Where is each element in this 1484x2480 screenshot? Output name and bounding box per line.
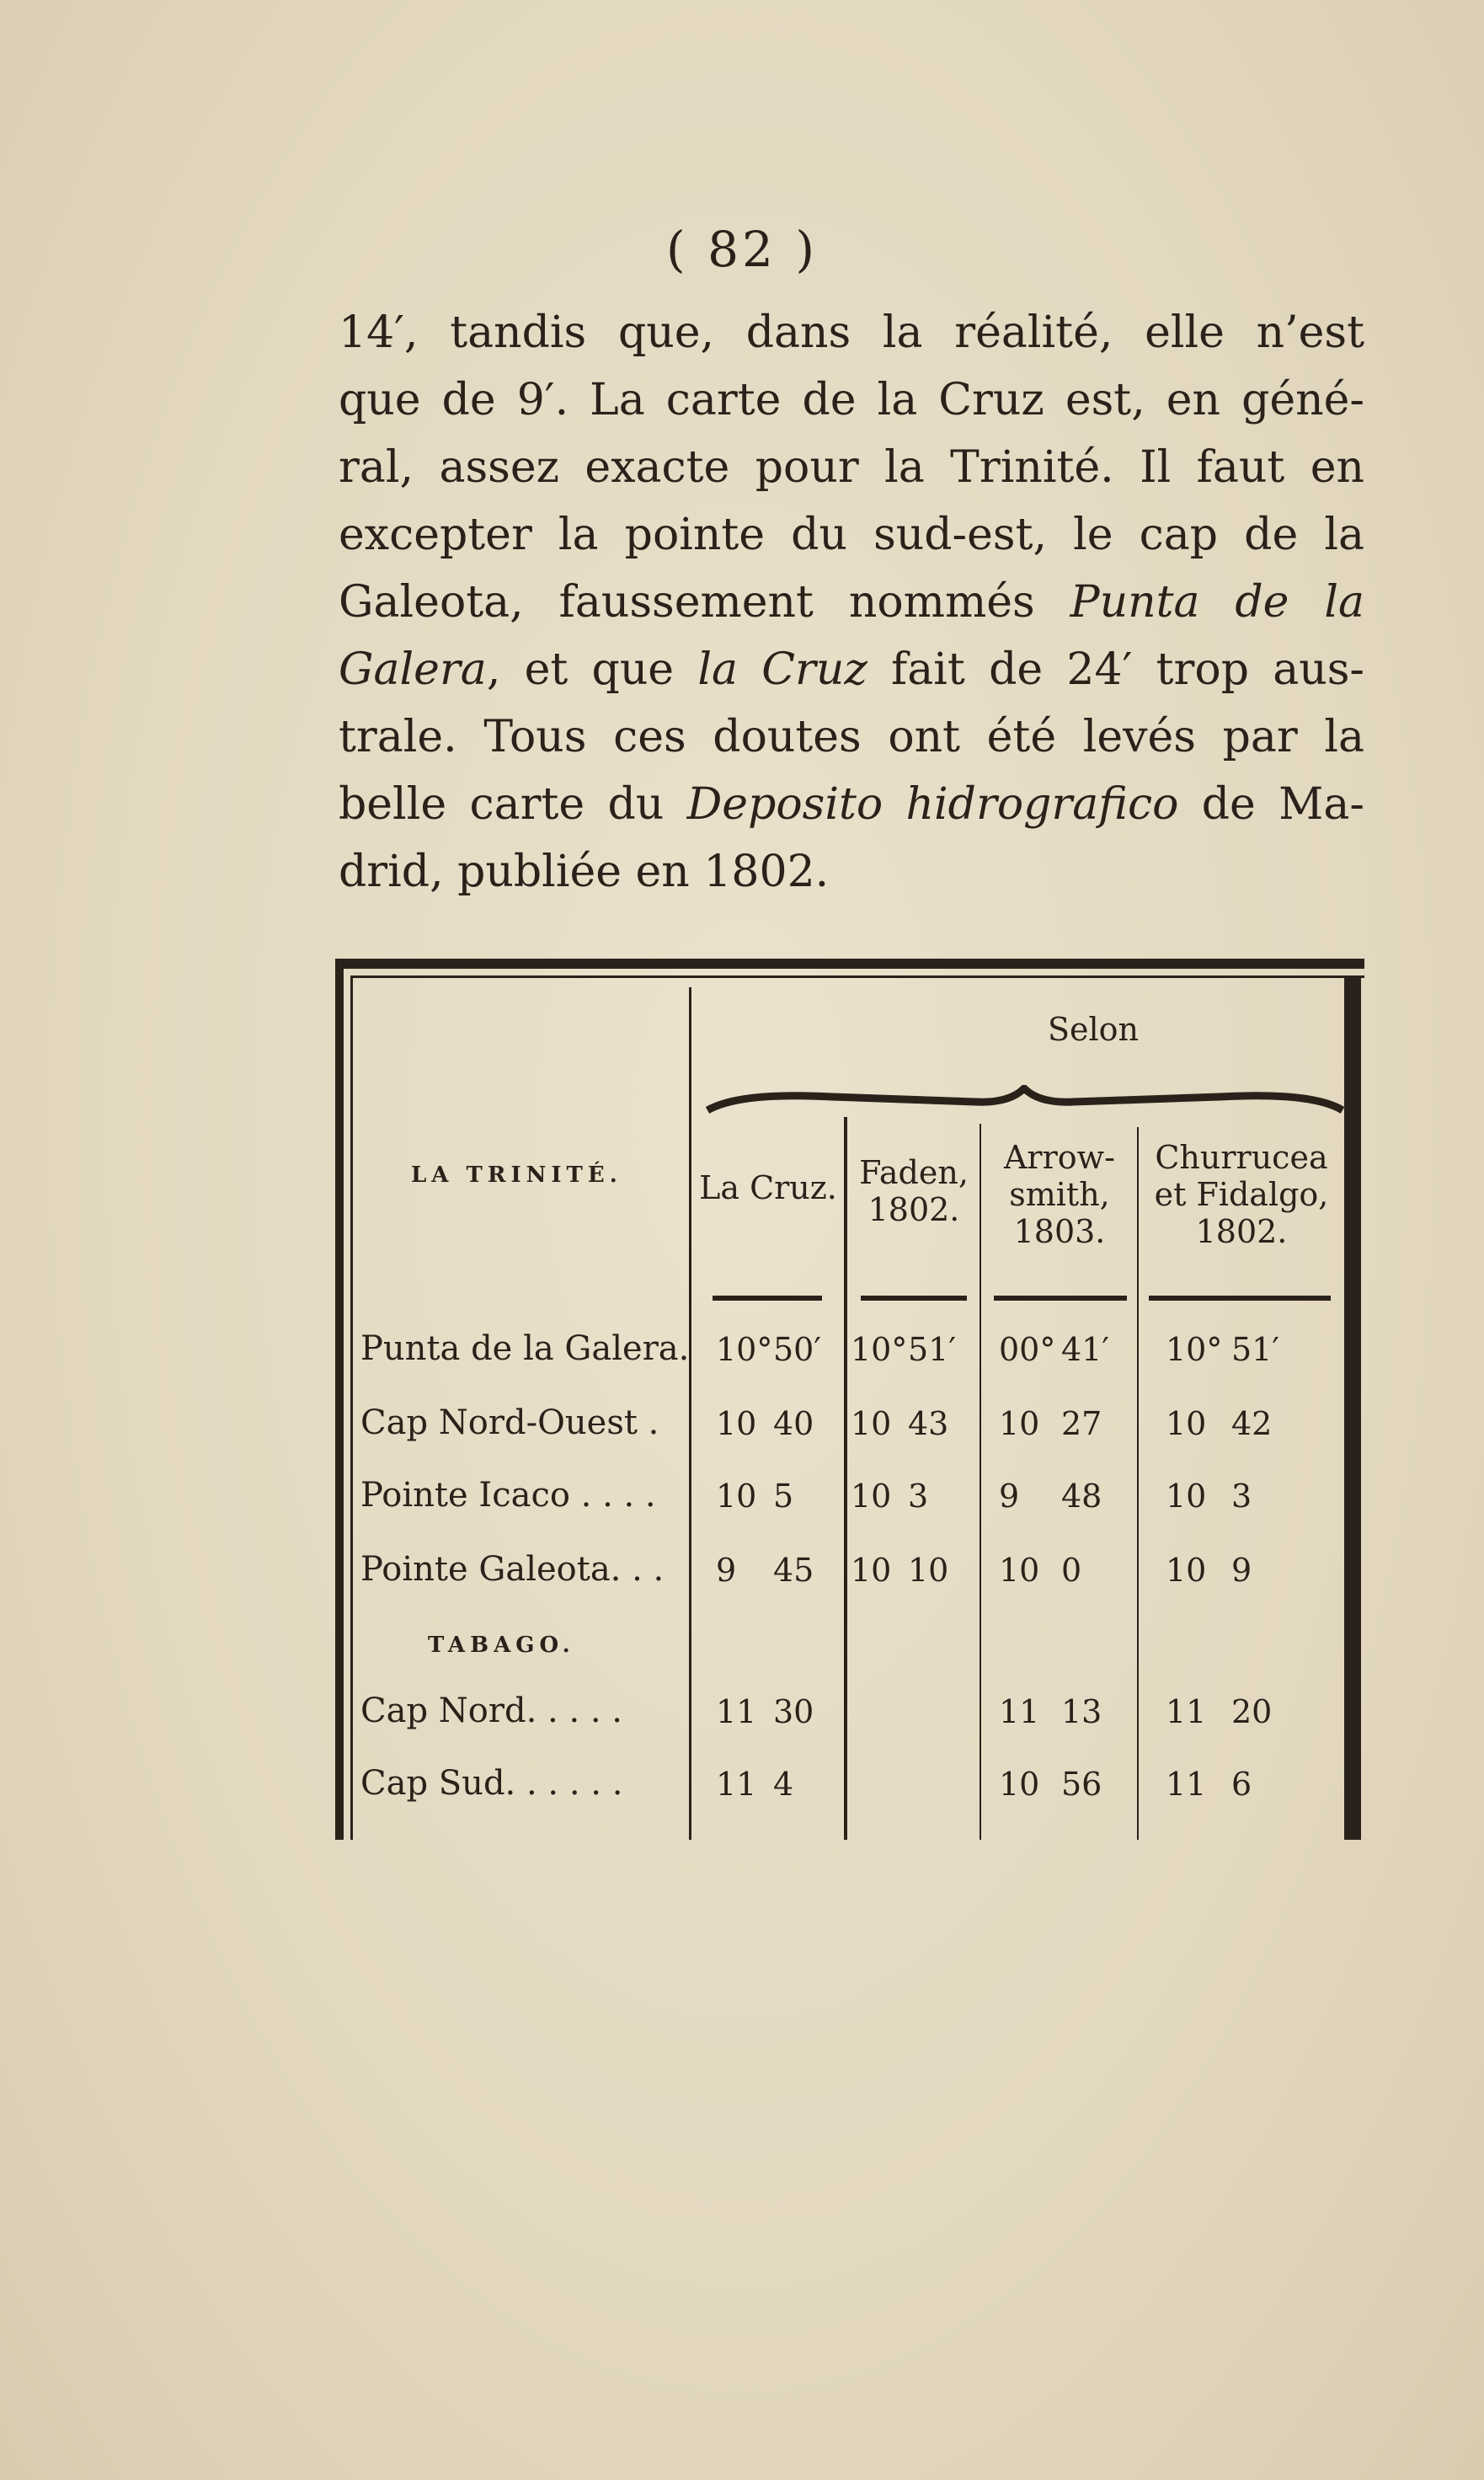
degrees-value: 10° xyxy=(1166,1331,1223,1368)
degrees-value: 10 xyxy=(851,1405,892,1442)
minutes-value: 9 xyxy=(1231,1552,1252,1589)
minutes-value: 6 xyxy=(1231,1766,1252,1803)
row-label: Pointe Icaco . . . . xyxy=(360,1476,656,1515)
minutes-value: 4 xyxy=(773,1766,794,1803)
degrees-value: 10 xyxy=(851,1478,892,1515)
degrees-value: 11 xyxy=(1166,1766,1207,1803)
body-paragraph xyxy=(339,299,1364,906)
degrees-value: 10 xyxy=(716,1478,757,1515)
minutes-value: 50′ xyxy=(773,1331,821,1368)
minutes-value: 30 xyxy=(773,1693,814,1730)
column-header: Churrucea et Fidalgo, 1802. xyxy=(1154,1139,1329,1250)
minutes-value: 0 xyxy=(1061,1552,1082,1589)
header-rule xyxy=(1149,1296,1331,1301)
degrees-value: 10° xyxy=(851,1331,908,1368)
minutes-value: 5 xyxy=(773,1478,794,1515)
row-header-trinite: LA TRINITÉ. xyxy=(411,1162,622,1188)
column-header: Arrow- smith, 1803. xyxy=(1003,1139,1116,1250)
text-line: drid, publiée en 1802. xyxy=(339,847,830,897)
table-left-rule-thin xyxy=(350,975,353,1840)
text-line: Galeota, faussement nommés Punta de la xyxy=(339,577,1364,628)
degrees-value: 10 xyxy=(851,1552,892,1589)
degrees-value: 9 xyxy=(999,1478,1020,1515)
header-rule xyxy=(713,1296,822,1301)
text-line: belle carte du Deposito hidrografico de Ma- xyxy=(339,779,1364,830)
degrees-value: 10 xyxy=(1166,1405,1207,1442)
minutes-value: 42 xyxy=(1231,1405,1273,1442)
degrees-value: 11 xyxy=(1166,1693,1207,1730)
column-header: La Cruz. xyxy=(699,1169,837,1206)
degrees-value: 00° xyxy=(999,1331,1056,1368)
degrees-value: 10 xyxy=(1166,1552,1207,1589)
table-top-rule-thin xyxy=(352,975,1364,978)
column-divider xyxy=(980,1124,981,1840)
degrees-value: 10 xyxy=(999,1766,1040,1803)
column-divider xyxy=(844,1117,847,1840)
table-left-rule xyxy=(335,959,344,1840)
degrees-value: 11 xyxy=(999,1693,1040,1730)
degrees-value: 10 xyxy=(716,1405,757,1442)
minutes-value: 51′ xyxy=(1231,1331,1279,1368)
column-divider xyxy=(689,987,691,1840)
text-line: trale. Tous ces doutes ont été levés par la xyxy=(339,712,1364,762)
table-right-rule xyxy=(1344,975,1361,1840)
minutes-value: 27 xyxy=(1061,1405,1102,1442)
header-rule xyxy=(994,1296,1127,1301)
text-line: ral, assez exacte pour la Trinité. Il faut en xyxy=(339,442,1364,493)
minutes-value: 41′ xyxy=(1061,1331,1109,1368)
minutes-value: 20 xyxy=(1231,1693,1273,1730)
row-label: Punta de la Galera. xyxy=(360,1329,690,1368)
selon-header: Selon xyxy=(1047,1011,1140,1048)
minutes-value: 13 xyxy=(1061,1693,1102,1730)
text-line: excepter la pointe du sud-est, le cap de la xyxy=(339,510,1364,560)
section-header-tabago: TABAGO. xyxy=(428,1633,575,1658)
header-rule xyxy=(861,1296,967,1301)
text-line: 14′, tandis que, dans la réalité, elle n’est xyxy=(339,307,1364,358)
degrees-value: 11 xyxy=(716,1693,757,1730)
minutes-value: 56 xyxy=(1061,1766,1102,1803)
degrees-value: 10 xyxy=(999,1405,1040,1442)
degrees-value: 10 xyxy=(999,1552,1040,1589)
table-top-rule xyxy=(335,959,1364,969)
minutes-value: 40 xyxy=(773,1405,814,1442)
degrees-value: 10 xyxy=(1166,1478,1207,1515)
text-line: que de 9′. La carte de la Cruz est, en géné- xyxy=(339,375,1364,425)
minutes-value: 51′ xyxy=(908,1331,956,1368)
row-label: Pointe Galeota. . . xyxy=(360,1550,665,1589)
minutes-value: 3 xyxy=(1231,1478,1252,1515)
degrees-value: 10° xyxy=(716,1331,773,1368)
row-label: Cap Nord-Ouest . xyxy=(360,1403,659,1442)
brace xyxy=(706,1085,1346,1119)
minutes-value: 43 xyxy=(908,1405,949,1442)
degrees-value: 9 xyxy=(716,1552,737,1589)
row-label: Cap Sud. . . . . . xyxy=(360,1764,623,1803)
minutes-value: 48 xyxy=(1061,1478,1102,1515)
minutes-value: 3 xyxy=(908,1478,929,1515)
minutes-value: 45 xyxy=(773,1552,814,1589)
coordinates-table xyxy=(335,959,1364,1840)
text-line: Galera, et que la Cruz fait de 24′ trop aus- xyxy=(339,644,1364,695)
column-header: Faden, 1802. xyxy=(859,1154,969,1228)
degrees-value: 11 xyxy=(716,1766,757,1803)
minutes-value: 10 xyxy=(908,1552,949,1589)
row-label: Cap Nord. . . . . xyxy=(360,1692,623,1730)
column-divider xyxy=(1137,1127,1139,1840)
page-number: ( 82 ) xyxy=(666,221,818,278)
